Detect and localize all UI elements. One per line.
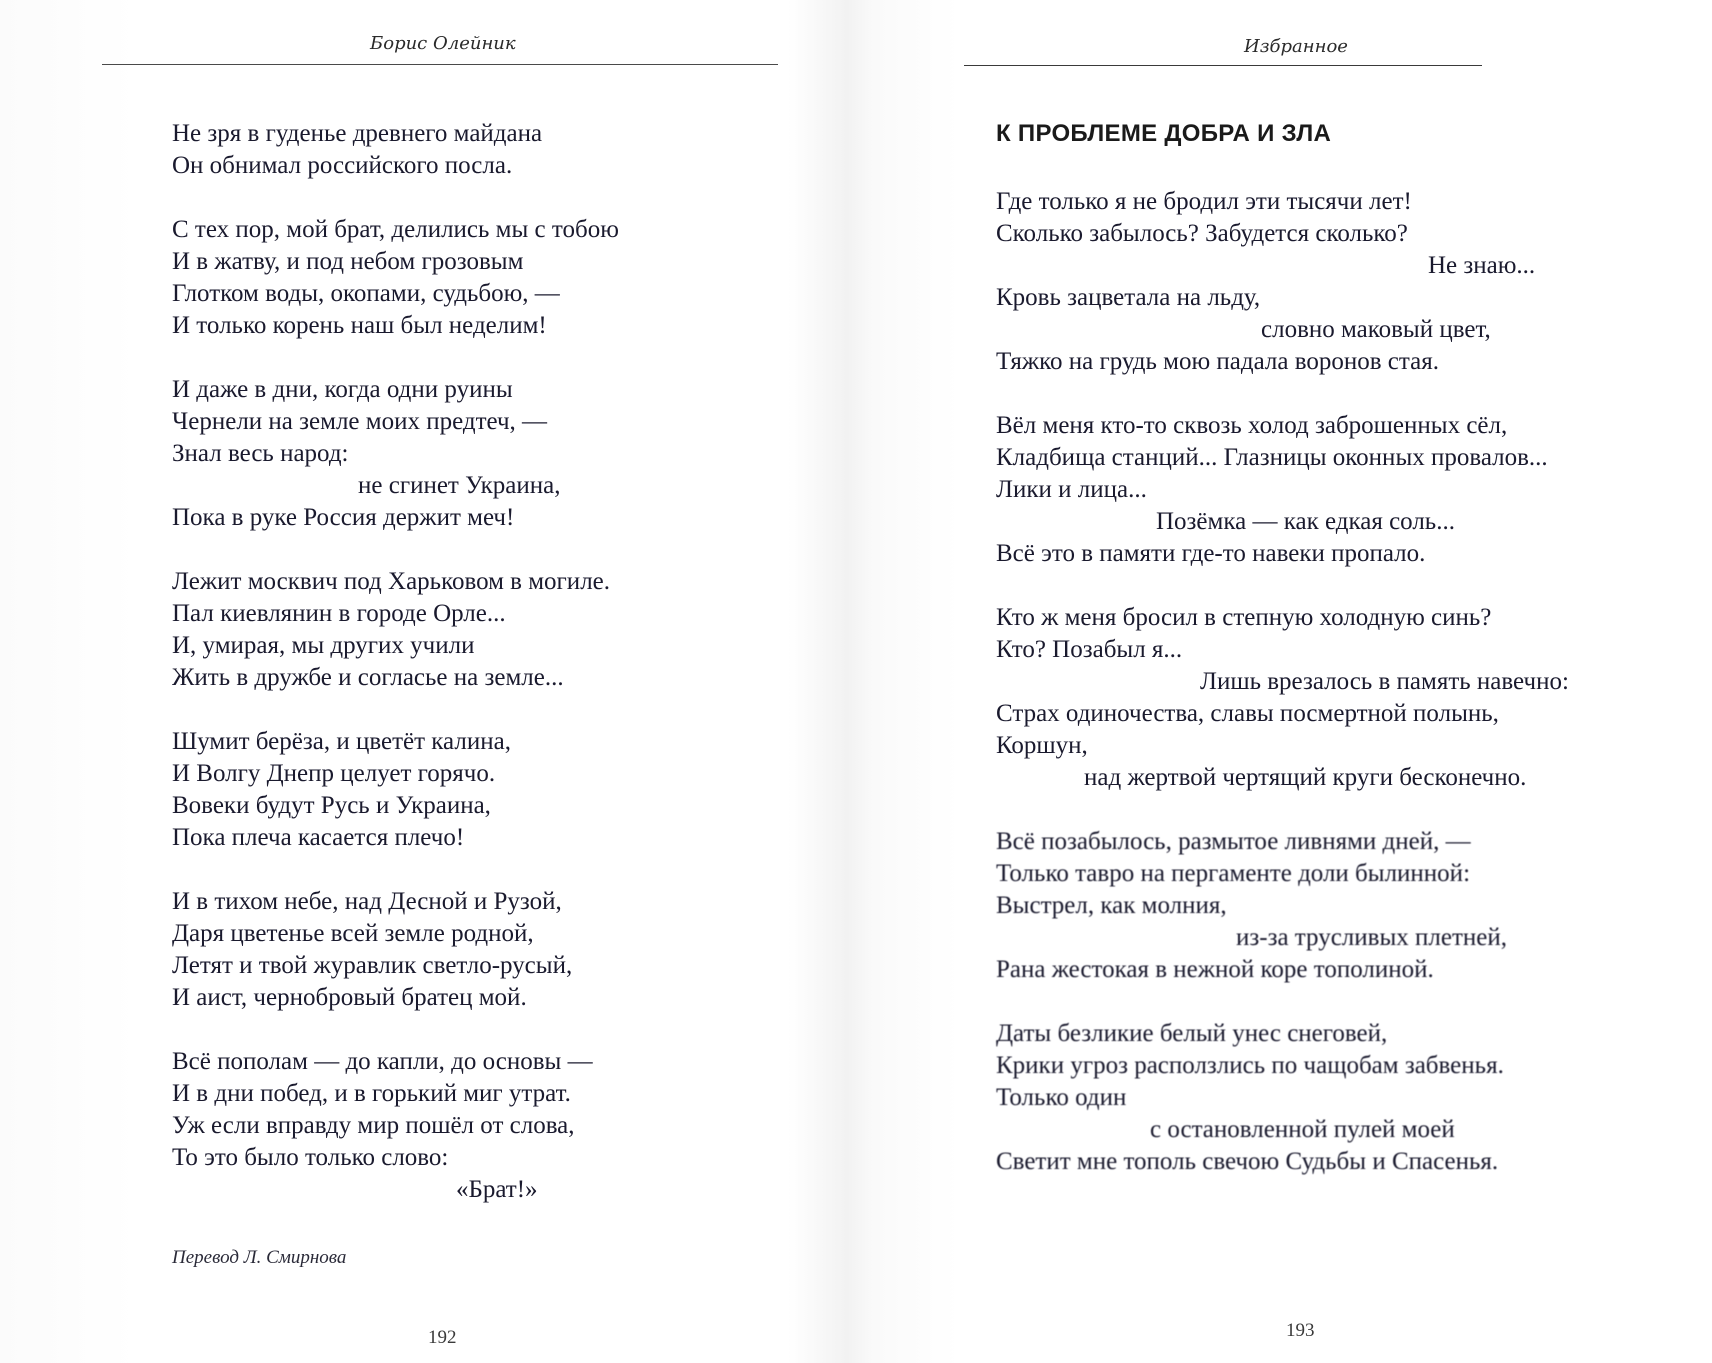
verse-line-indented: над жертвой чертящий круги бесконечно.: [1084, 764, 1527, 791]
stanza: [172, 566, 812, 694]
stanza: [996, 826, 1696, 986]
stanza: [996, 602, 1696, 794]
poem-body: [996, 186, 1696, 1210]
verse-line: Уж если вправду мир пошёл от слова,: [172, 1112, 575, 1139]
verse-line: Кровь зацветала на льду,: [996, 284, 1261, 311]
verse-line: И в тихом небе, над Десной и Рузой,: [172, 888, 562, 915]
stanza: [172, 1046, 812, 1206]
head-rule: [102, 64, 778, 65]
verse-line: Коршун,: [996, 732, 1088, 759]
page-number: 193: [1286, 1320, 1315, 1341]
verse-line: Кладбища станций... Глазницы оконных провалов...: [996, 444, 1548, 471]
verse-line: Вёл меня кто-то сквозь холод заброшенных сёл,: [996, 412, 1508, 439]
verse-line: И Волгу Днепр целует горячо.: [172, 760, 496, 787]
verse-line: Даты безликие белый унес снеговей,: [996, 1020, 1388, 1047]
verse-line: Знал весь народ:: [172, 440, 349, 467]
stanza: [996, 1018, 1696, 1178]
verse-line: Сколько забылось? Забудется сколько?: [996, 220, 1408, 247]
poem-title: К ПРОБЛЕМЕ ДОБРА И ЗЛА: [996, 120, 1332, 147]
verse-line: Он обнимал российского посла.: [172, 152, 513, 179]
verse-line: И только корень наш был неделим!: [172, 312, 547, 339]
verse-line: Только один: [996, 1084, 1127, 1111]
poem-body: [172, 118, 812, 1238]
verse-line: Всё позабылось, размытое ливнями дней, —: [996, 828, 1471, 855]
verse-line: Светит мне тополь свечою Судьбы и Спасенья.: [996, 1148, 1499, 1175]
right-page: [860, 0, 1712, 1363]
translator-credit: Перевод Л. Смирнова: [172, 1247, 347, 1268]
running-head-collection: Избранное: [1244, 36, 1348, 57]
verse-line: Выстрел, как молния,: [996, 892, 1227, 919]
verse-line: Глотком воды, окопами, судьбою, —: [172, 280, 560, 307]
verse-line: Пока плеча касается плечо!: [172, 824, 465, 851]
verse-line: Жить в дружбе и согласье на земле...: [172, 664, 564, 691]
verse-line: И в дни побед, и в горький миг утрат.: [172, 1080, 571, 1107]
verse-line: Пока в руке Россия держит меч!: [172, 504, 515, 531]
verse-line: Кто? Позабыл я...: [996, 636, 1183, 663]
verse-line: Чернели на земле моих предтеч, —: [172, 408, 548, 435]
verse-line: Рана жестокая в нежной коре тополиной.: [996, 956, 1434, 983]
stanza: [172, 214, 812, 342]
verse-line-indented: Позёмка — как едкая соль...: [1156, 508, 1455, 535]
verse-line: Только тавро на пергаменте доли былинной:: [996, 860, 1471, 887]
stanza: [172, 374, 812, 534]
verse-line-indented: Не знаю...: [1428, 252, 1536, 279]
stanza: [172, 118, 812, 182]
verse-line: Не зря в гуденье древнего майдана: [172, 120, 543, 147]
verse-line: Где только я не бродил эти тысячи лет!: [996, 188, 1412, 215]
stanza: [172, 886, 812, 1014]
page-number: 192: [428, 1327, 457, 1348]
verse-line: Пал киевлянин в городе Орле...: [172, 600, 506, 627]
verse-line: И в жатву, и под небом грозовым: [172, 248, 524, 275]
verse-line: Лежит москвич под Харьковом в могиле.: [172, 568, 611, 595]
verse-line: Летят и твой журавлик светло-русый,: [172, 952, 573, 979]
verse-line-indented: из-за трусливых плетней,: [1236, 924, 1507, 951]
verse-line-indented: словно маковый цвет,: [1261, 316, 1491, 343]
stanza: [996, 186, 1696, 378]
verse-line: И даже в дни, когда одни руины: [172, 376, 513, 403]
verse-line: Крики угроз расползлись по чащобам забвенья.: [996, 1052, 1504, 1079]
verse-line-indented: с остановленной пулей моей: [1150, 1116, 1455, 1143]
verse-line: И аист, чернобровый братец мой.: [172, 984, 527, 1011]
verse-line: Всё это в памяти где-то навеки пропало.: [996, 540, 1426, 567]
verse-line: Лики и лица...: [996, 476, 1147, 503]
verse-line: Тяжко на грудь мою падала воронов стая.: [996, 348, 1439, 375]
verse-line: Всё пополам — до капли, до основы —: [172, 1048, 593, 1075]
verse-line-indented: Лишь врезалось в память навечно:: [1200, 668, 1569, 695]
verse-line: Страх одиночества, славы посмертной полынь,: [996, 700, 1499, 727]
verse-line: И, умирая, мы других учили: [172, 632, 475, 659]
verse-line: То это было только слово:: [172, 1144, 449, 1171]
verse-line: С тех пор, мой брат, делились мы с тобою: [172, 216, 619, 243]
verse-line-indented: не сгинет Украина,: [358, 472, 561, 499]
stanza: [172, 726, 812, 854]
running-head-author: Борис Олейник: [370, 33, 516, 54]
verse-line: Вовеки будут Русь и Украина,: [172, 792, 491, 819]
verse-line: Шумит берёза, и цветёт калина,: [172, 728, 511, 755]
verse-line-indented: «Брат!»: [456, 1176, 538, 1203]
verse-line: Даря цветенье всей земле родной,: [172, 920, 534, 947]
verse-line: Кто ж меня бросил в степную холодную синь?: [996, 604, 1492, 631]
stanza: [996, 410, 1696, 570]
head-rule: [964, 65, 1482, 66]
